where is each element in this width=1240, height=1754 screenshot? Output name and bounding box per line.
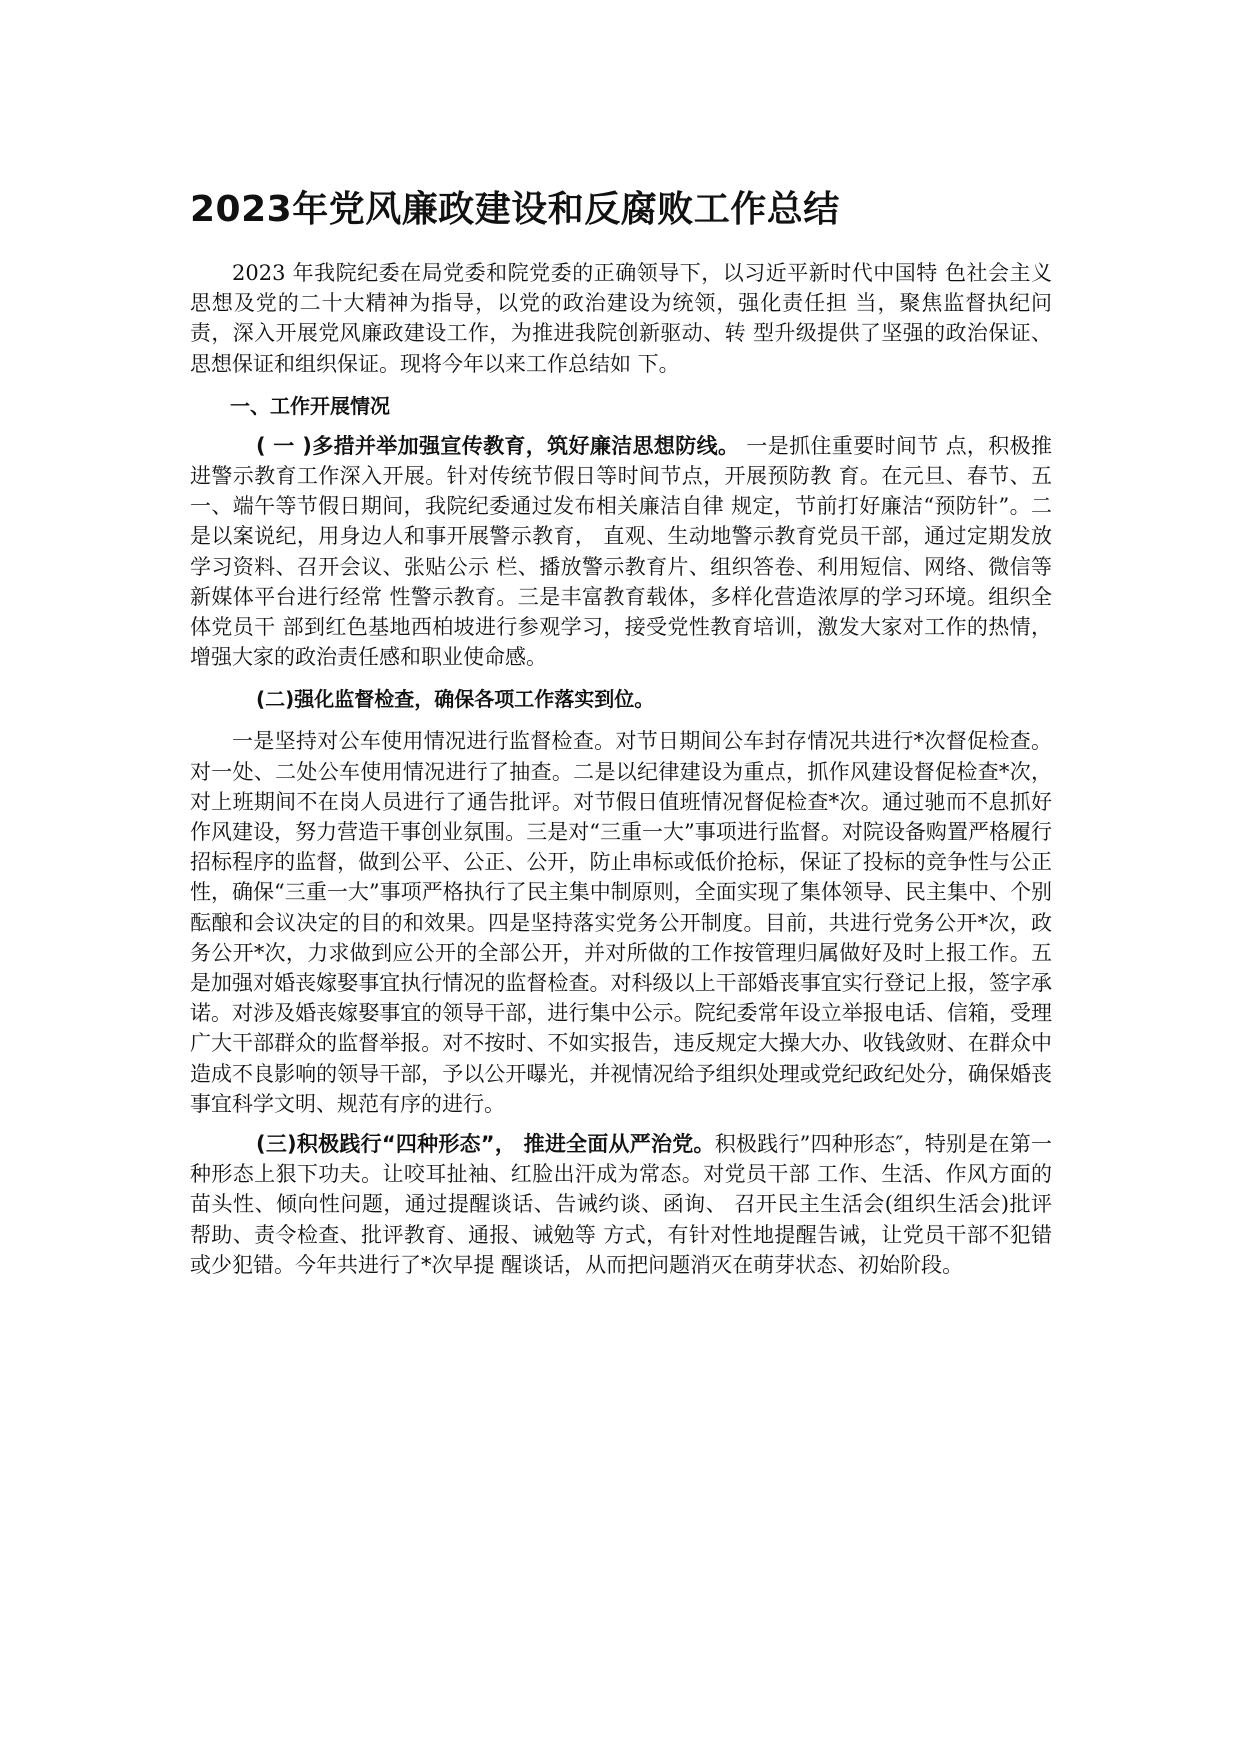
part3-lead: (三)积极践行“四种形态”， 推进全面从严治党。 [256,1132,715,1157]
document-title: 2023年党风廉政建设和反腐败工作总结 [190,189,840,230]
part2-heading: (二)强化监督检查，确保各项工作落实到位。 [256,687,655,712]
part3-paragraph [190,1129,1052,1280]
part2-paragraph: 一是坚持对公车使用情况进行监督检查。对节日期间公车封存情况共进行*次督促检查。对一处、二处公车使用情况进行了抽查。二是以纪律建设为重点，抓作风建设督促检查*次，对上班期间不在岗人员进行了通告批评。对节假日值班情况督促检查*次。通过驰而不息抓好作风建设，努力营造干事创业氛围。三是对“三重一大”事项进行监督。对院设备购置严格履行招标程序的监督，做到公平、公正、公开，防止串标或低价抢标，保证了投标的竞争性与公正性，确保“三重一大”事项严格执行了民主集中制原则，全面实现了集体领导、民主集中、个别酝酿和会议决定的目的和效果。四是坚持落实党务公开制度。目前，共进行党务公开*次，政务公开*次，力求做到应公开的全部公开，并对所做的工作按管理归属做好及时上报工作。五是加强对婚丧嫁娶事宜执行情况的监督检查。对科级以上干部婚丧事宜实行登记上报，签字承诺。对涉及婚丧嫁娶事宜的领导干部，进行集中公示。院纪委常年设立举报电话、信箱，受理广大干部群众的监督举报。对不按时、不如实报告，违反规定大操大办、收钱敛财、在群众中造成不良影响的领导干部，予以公开曝光，并视情况给予组织处理或党纪政纪处分，确保婚丧事宜科学文明、规范有序的进行。 [190,729,1052,1116]
part1-body: 一是抓住重要时间节 点，积极推进警示教育工作深入开展。针对传统节假日等时间节点，开展预防教 育。在元旦、春节、五一、端午等节假日期间，我院纪委通过发布相关廉洁自律 规定，节前打好廉洁“预防针”。二是以案说纪，用身边人和事开展警示教育， 直观、生动地警示教育党员干部，通过定期发放学习资料、召开会议、张贴公示 栏、播放警示教育片、组织答卷、利用短信、网络、微信等新媒体平台进行经常 性警示教育。三是丰富教育载体，多样化营造浓厚的学习环境。组织全体党员干 部到红色基地西柏坡进行参观学习，接受党性教育培训，激发大家对工作的热情， 增强大家的政治责任感和职业使命感。 [190,433,1052,670]
part1-lead: ( 一 )多措并举加强宣传教育，筑好廉洁思想防线。 [256,433,740,458]
intro-paragraph: 2023 年我院纪委在局党委和院党委的正确领导下，以习近平新时代中国特 色社会主义思想及党的二十大精神为指导，以党的政治建设为统领，强化责任担 当，聚焦监督执纪问责，深入开展党风廉政建设工作，为推进我院创新驱动、转 型升级提供了坚强的政治保证、思想保证和组织保证。现将今年以来工作总结如 下。 [190,261,1052,376]
part1-paragraph [190,431,1052,673]
part3-body: 积极践行”四种形态″，特别是在第一种形态上狠下功夫。让咬耳扯袖、红脸出汗成为常态。对党员干部 工作、生活、作风方面的苗头性、倾向性问题，通过提醒谈话、告诫约谈、函询、 召开民主生活会(组织生活会)批评帮助、责令检查、批评教育、通报、诫勉等 方式，有针对性地提醒告诫，让党员干部不犯错或少犯错。今年共进行了*次早提 醒谈话，从而把问题消灭在萌芽状态、初始阶段。 [190,1132,1052,1277]
document-page [190,186,1052,1280]
section-heading: 一、工作开展情况 [230,393,390,418]
